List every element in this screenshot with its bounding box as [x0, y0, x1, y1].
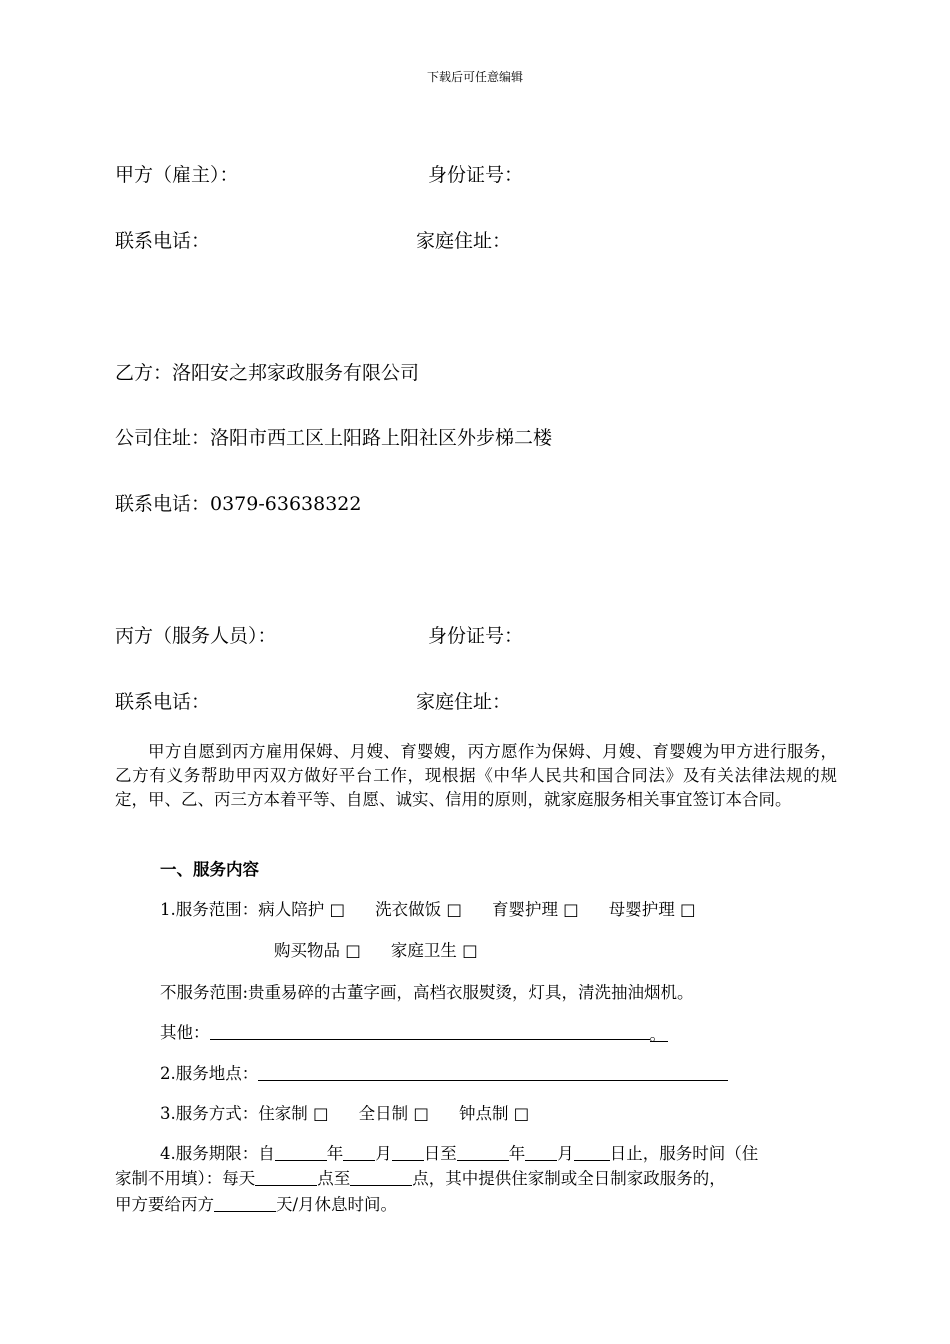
term-end-month-blank[interactable]: [525, 1142, 557, 1161]
header-note: 下载后可任意编辑: [426, 70, 523, 84]
scope-option-laundry-cooking[interactable]: 洗衣做饭 □: [375, 900, 462, 919]
term-text-year: 年: [326, 1144, 344, 1163]
party-a-address-label: 家庭住址：: [416, 230, 512, 252]
other-end: 。: [649, 1025, 666, 1044]
other-label: 其他：: [160, 1023, 210, 1042]
term-text-month-2: 月: [557, 1144, 574, 1163]
party-c-address-label: 家庭住址：: [416, 691, 512, 713]
term-text-to: 日至: [423, 1144, 457, 1163]
term-text-rest: 天/月休息时间。: [276, 1195, 398, 1214]
term-line-1: [160, 1142, 758, 1166]
party-b-name: 乙方：洛阳安之邦家政服务有限公司: [115, 362, 420, 384]
party-a-id-label: 身份证号：: [428, 164, 524, 186]
scope-option-housecleaning[interactable]: 家庭卫生 □: [390, 941, 478, 960]
scope-row-2: [274, 939, 478, 963]
location-line: [160, 1062, 728, 1086]
mode-line: [160, 1102, 529, 1126]
non-scope-line: 不服务范围:贵重易碎的古董字画，高档衣服熨烫，灯具，清洗抽油烟机。: [160, 983, 694, 1002]
party-c-phone-label: 联系电话：: [115, 691, 211, 713]
intro-paragraph: 甲方自愿到丙方雇用保姆、月嫂、育婴嫂，丙方愿作为保姆、月嫂、育婴嫂为甲方进行服务，乙方有义务帮助甲丙双方做好平台工作，现根据《中华人民共和国合同法》及有关法律法规的规定，甲、乙、丙三方本着平等、自愿、诚实、信用的原则，就家庭服务相关事宜签订本合同。: [115, 742, 837, 809]
term-start-year-blank[interactable]: [275, 1142, 327, 1161]
party-a-phone-label: 联系电话：: [115, 230, 211, 252]
party-c-label: 丙方（服务人员）：: [115, 625, 277, 647]
term-start-month-blank[interactable]: [343, 1142, 375, 1161]
party-a-label: 甲方（雇主）：: [115, 164, 239, 186]
daily-end-hour-blank[interactable]: [350, 1167, 412, 1186]
term-text-hour-to: 点至: [317, 1169, 351, 1188]
mode-option-hourly[interactable]: 钟点制 □: [458, 1104, 530, 1123]
term-end-year-blank[interactable]: [457, 1142, 509, 1161]
daily-start-hour-blank[interactable]: [255, 1167, 317, 1186]
term-text-give: 甲方要给丙方: [115, 1195, 214, 1214]
mode-option-full-day[interactable]: 全日制 □: [358, 1104, 429, 1123]
location-label: 2.服务地点：: [160, 1064, 259, 1083]
scope-row-1: [160, 898, 696, 922]
term-text-from: 4.服务期限：自: [160, 1144, 275, 1163]
term-text-end: 日止，服务时间（住: [609, 1144, 759, 1163]
other-line: [160, 1021, 668, 1045]
term-text-year-2: 年: [508, 1144, 526, 1163]
mode-option-live-in[interactable]: 住家制 □: [258, 1104, 329, 1123]
mode-label: 3.服务方式：: [160, 1104, 259, 1123]
section-title: 一、服务内容: [160, 860, 259, 879]
term-text-month: 月: [375, 1144, 392, 1163]
scope-label: 1.服务范围：: [160, 900, 259, 919]
rest-days-blank[interactable]: [214, 1193, 276, 1212]
scope-option-patient-care[interactable]: 病人陪护 □: [258, 900, 346, 919]
scope-option-maternal-care[interactable]: 母婴护理 □: [608, 900, 696, 919]
term-line-3: [115, 1193, 397, 1217]
term-start-day-blank[interactable]: [392, 1142, 424, 1161]
term-line-2: [115, 1167, 726, 1191]
term-end-day-blank[interactable]: [574, 1142, 610, 1161]
scope-option-shopping[interactable]: 购买物品 □: [274, 941, 361, 960]
location-blank[interactable]: [258, 1062, 728, 1081]
party-b-address: 公司住址：洛阳市西工区上阳路上阳社区外步梯二楼: [115, 427, 553, 449]
scope-option-infant-care[interactable]: 育婴护理 □: [491, 900, 579, 919]
term-text-hours-note: 点，其中提供住家制或全日制家政服务的，: [412, 1169, 726, 1188]
party-b-phone: 联系电话：0379-63638322: [115, 493, 362, 515]
term-text-daily: 家制不用填）：每天: [115, 1169, 256, 1188]
party-c-id-label: 身份证号：: [428, 625, 524, 647]
other-blank[interactable]: [210, 1021, 650, 1040]
